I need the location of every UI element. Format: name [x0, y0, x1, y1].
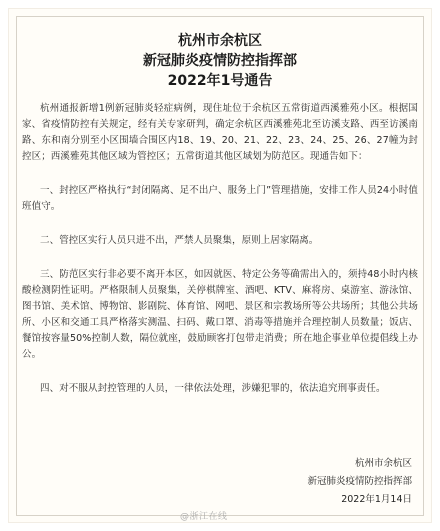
watermark-text: @浙江在线	[180, 512, 228, 522]
notice-item-1: 一、封控区严格执行“封闭隔离、足不出户、服务上门”管理措施，安排工作人员24小时值班值守。	[22, 185, 418, 212]
notice-title-command: 新冠肺炎疫情防控指挥部	[143, 53, 297, 69]
signoff-date: 2022年1月14日	[341, 494, 412, 505]
notice-title-district: 杭州市余杭区	[178, 33, 262, 49]
notice-intro-paragraph: 杭州通报新增1例新冠肺炎轻症病例，现住址位于余杭区五常街道西溪雅苑小区。根据国家、省疫情防控有关规定，经有关专家研判，确定余杭区西溪雅苑北至访溪支路、西至访溪南路、东和南分别至小区围墙合围区内18、19、20、21、22、23、24、25、26、27幢为封控区；西溪雅苑其他区域为管控区；五常街道其他区域划为防范区。现通告如下：	[22, 103, 418, 162]
notice-item-2: 二、管控区实行人员只进不出，严禁人员聚集，原则上居家隔离。	[40, 235, 319, 246]
notice-signoff	[242, 455, 412, 509]
signoff-district: 杭州市余杭区	[354, 458, 412, 469]
notice-item-4: 四、对不服从封控管理的人员，一律依法处理，涉嫌犯罪的，依法追究刑事责任。	[40, 383, 386, 394]
notice-body	[22, 101, 418, 397]
notice-title-number: 2022年1号通告	[167, 73, 273, 89]
notice-item-3: 三、防范区实行非必要不离开本区，如因就医、特定公务等确需出入的，须持48小时内核酸检测阴性证明。严格限制人员聚集，关停棋牌室、酒吧、KTV、麻将房、桌游室、游泳馆、图书馆、美术馆、博物馆、影剧院、体育馆、网吧、景区和宗教场所等公共场所；其他公共场所、小区和交通工具严格落实测温、扫码、戴口罩、消毒等措施并合理控制人员数量；饭店、餐馆按容量50%控制人数，隔位就座，鼓励顾客打包带走消费；所在地企事业单位提倡线上办公。	[22, 269, 418, 360]
signoff-command: 新冠肺炎疫情防控指挥部	[307, 476, 412, 487]
